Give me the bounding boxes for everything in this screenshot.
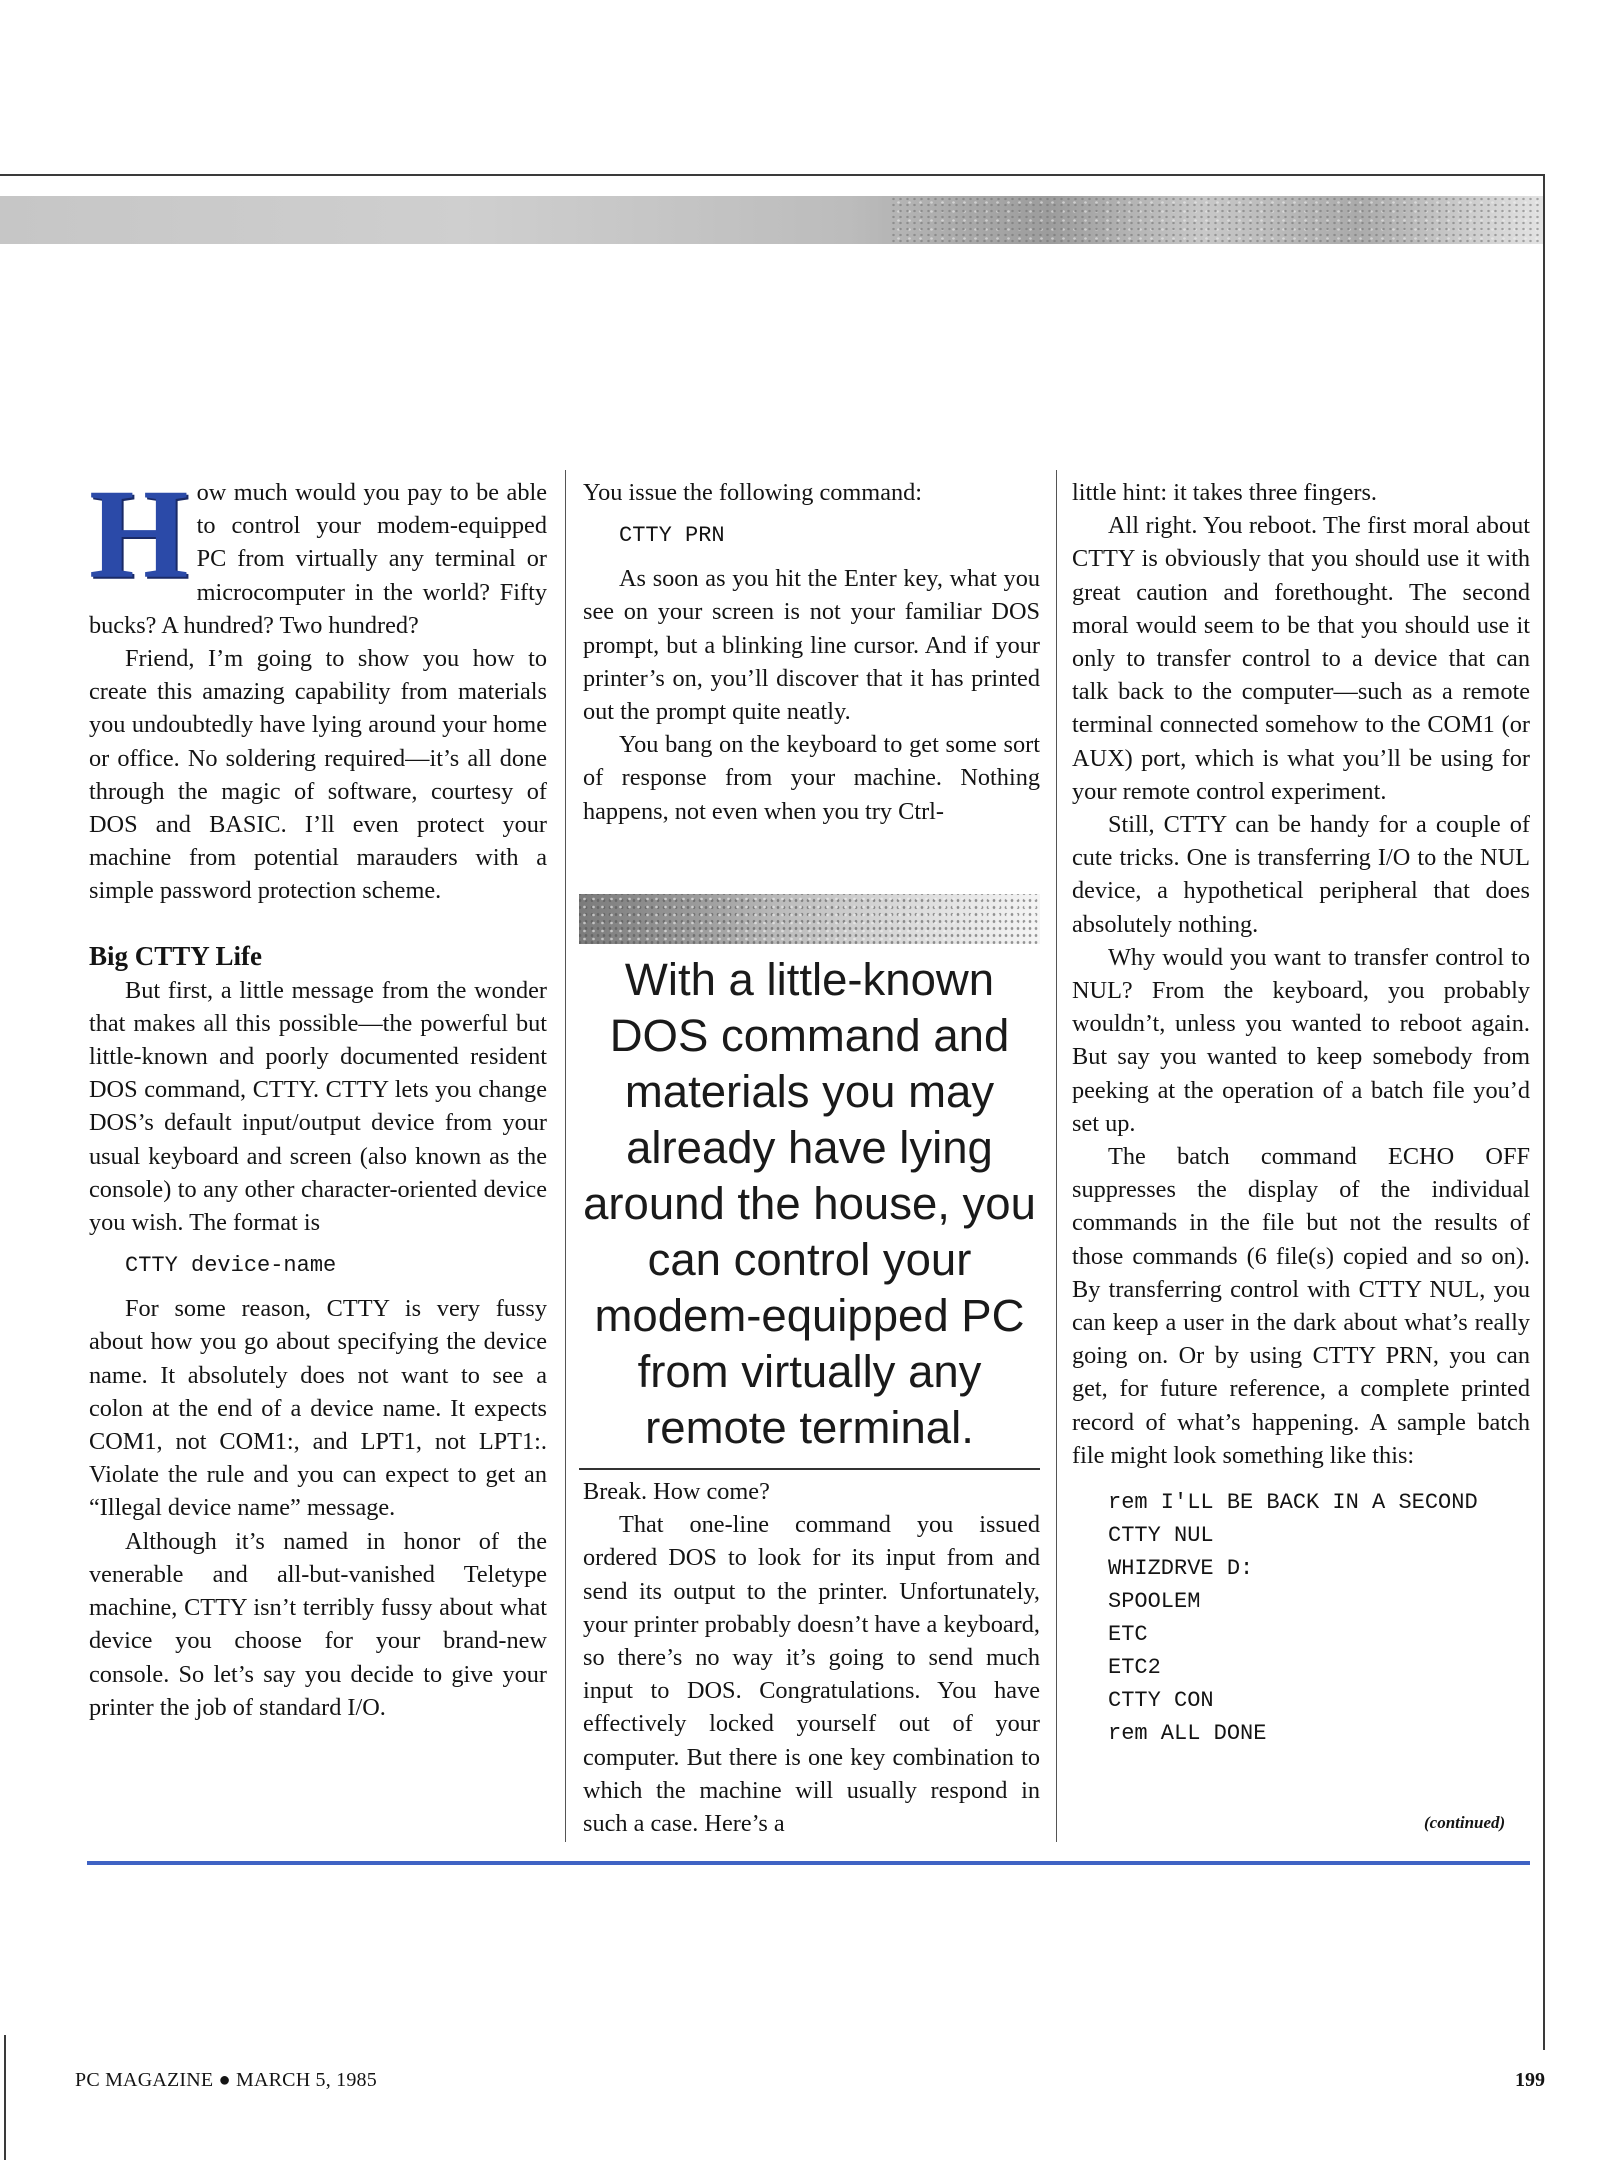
- frame-top-rule: [0, 174, 1545, 176]
- paragraph: The batch command ECHO OFF suppresses the display of the individual commands in the file but not the results of those commands (6 file(s) copied and so on). By transferring control with CTTY NUL, you can keep a user in the dark about what’s really going on. Or by using CTTY PRN, you can get, for future reference, a complete printed record of what’s happening. A sample batch file might look something like this:: [1072, 1143, 1530, 1469]
- article-column-1: [89, 463, 547, 1724]
- code-sample: [583, 519, 1040, 552]
- code-line: rem ALL DONE: [1108, 1721, 1267, 1747]
- paragraph: All right. You reboot. The first moral about CTTY is obviously that you should use it with great caution and forethought. The second moral would seem to be that you should use it only to transfer control to a device that can talk back to the computer—such as a remote terminal connected somehow to the COM1 (or AUX) port, which is what you’ll be using for your remote control experiment.: [1072, 512, 1530, 805]
- footer-publication: PC MAGAZINE ● MARCH 5, 1985: [75, 2069, 377, 2091]
- pull-quote-rule: [579, 1468, 1040, 1470]
- column-divider-2: [1056, 470, 1057, 1842]
- header-texture-speckle: [890, 196, 1543, 244]
- article-column-2-bottom: [583, 1475, 1040, 1840]
- intro-text: ow much would you pay to be able to control your modem-equipped PC from virtually any terminal or microcomputer in the world? Fifty bucks? A hundred? Two hundred?: [89, 479, 547, 639]
- continued-label: (continued): [1424, 1813, 1506, 1832]
- code-line: CTTY PRN: [619, 523, 725, 549]
- pull-quote-texture: [579, 894, 1040, 944]
- code-line: CTTY NUL: [1108, 1523, 1214, 1549]
- bottom-blue-rule: [87, 1861, 1530, 1865]
- code-line: ETC2: [1108, 1655, 1161, 1681]
- code-line: SPOOLEM: [1108, 1589, 1201, 1615]
- paragraph: Still, CTTY can be handy for a couple of cute tricks. One is transferring I/O to the NUL device, a hypothetical peripheral that does absolutely nothing.: [1072, 811, 1530, 938]
- subheading: Big CTTY Life: [89, 940, 263, 971]
- paragraph: little hint: it takes three fingers.: [1072, 479, 1377, 506]
- paragraph: Why would you want to transfer control to NUL? From the keyboard, you probably wouldn’t, unless you wanted to reboot again. But say you wanted to keep somebody from peeking at the operation of a batch file you’d set up.: [1072, 943, 1530, 1137]
- code-line: CTTY device-name: [125, 1253, 337, 1279]
- paragraph: You issue the following command:: [583, 479, 923, 506]
- drop-cap: H: [89, 463, 189, 605]
- batch-file-listing: [1072, 1486, 1530, 1750]
- paragraph: That one-line command you issued ordered DOS to look for its input from and send its output to the printer. Unfortunately, your printer probably doesn’t have a keyboard, so there’s no way it’s going to send much input to DOS. Congratulations. You have effectively locked yourself out of your computer. But there is one key combination to which the machine will usually respond in such a case. Here’s a: [583, 1511, 1040, 1838]
- pull-quote-text: With a little-known DOS command and materials you may already have lying around the house, you can control your modem-equipped PC from virtually any remote terminal.: [583, 954, 1036, 1453]
- code-line: WHIZDRVE D:: [1108, 1556, 1254, 1582]
- paragraph: But first, a little message from the wonder that makes all this possible—the powerful but little-known and poorly documented resident DOS command, CTTY. CTTY lets you change DOS’s default input/output device from your usual keyboard and screen (also known as the console) to any other character-oriented device you wish. The format is: [89, 976, 547, 1237]
- frame-right-rule: [1543, 174, 1545, 2050]
- article-column-3: [1072, 476, 1530, 1760]
- code-line: CTTY CON: [1108, 1688, 1214, 1714]
- paragraph: As soon as you hit the Enter key, what you see on your screen is not your familiar DOS prompt, but a blinking line cursor. And if your printer’s on, you’ll discover that it has printed out the prompt quite neatly.: [583, 565, 1040, 726]
- code-sample: [89, 1249, 547, 1282]
- page-number: 199: [1515, 2069, 1545, 2091]
- paragraph: Friend, I’m going to show you how to create this amazing capability from materials you undoubtedly have lying around your home or office. No soldering required—it’s all done through the magic of software, courtesy of DOS and BASIC. I’ll even protect your machine from potential marauders with a simple password protection scheme.: [89, 645, 547, 905]
- intro-paragraph: [89, 463, 547, 642]
- paragraph: For some reason, CTTY is very fussy about how you go about specifying the device name. It absolutely does not want to see a colon at the end of a device name. It expects COM1, not COM1:, and LPT1, not LPT1:. Violate the rule and you can expect to get an “Illegal device name” message.: [89, 1295, 547, 1522]
- paragraph: Break. How come?: [583, 1478, 770, 1505]
- paragraph: Although it’s named in honor of the venerable and all-but-vanished Teletype machine, CTTY isn’t terribly fussy about what device you choose for your brand-new console. So let’s say you decide to give your printer the job of standard I/O.: [89, 1527, 547, 1721]
- article-column-2-top: [583, 476, 1040, 828]
- column-divider-1: [565, 470, 566, 1842]
- code-line: ETC: [1108, 1622, 1148, 1648]
- pull-quote: [579, 894, 1040, 1470]
- frame-left-rule: [4, 2035, 6, 2160]
- code-line: rem I'LL BE BACK IN A SECOND: [1108, 1490, 1478, 1516]
- paragraph: You bang on the keyboard to get some sort of response from your machine. Nothing happens, not even when you try Ctrl-: [583, 731, 1040, 825]
